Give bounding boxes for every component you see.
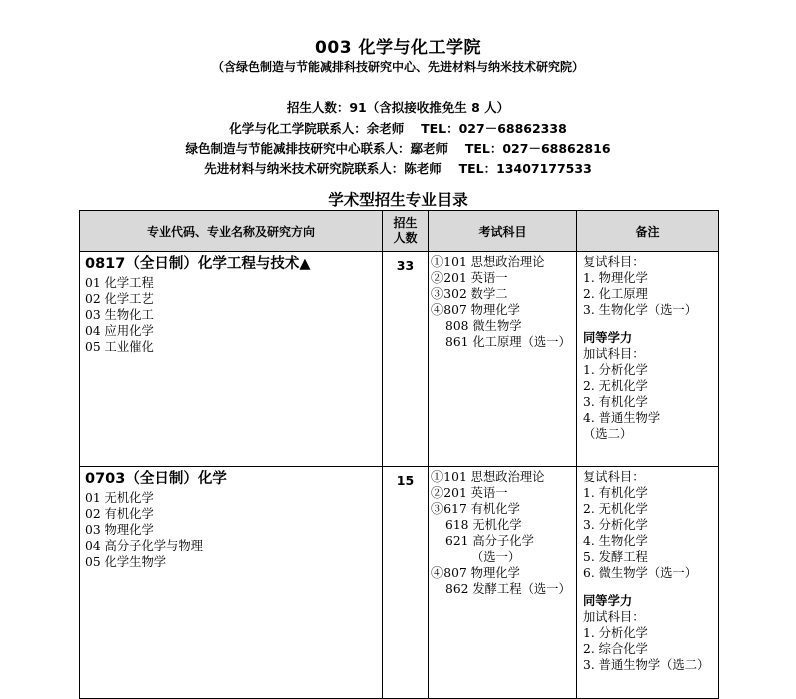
research-direction: 05 工业催化 [85, 340, 154, 354]
table-header-row [80, 211, 719, 252]
exam-subject: ④807 物理化学 [431, 303, 520, 317]
retest-subject: 1. 物理化学 [583, 271, 648, 285]
header-count [383, 211, 429, 252]
exam-subject: ①101 思想政治理论 [431, 255, 545, 269]
equivalent-title: 同等学力 [583, 331, 633, 345]
note-cell [577, 252, 719, 467]
exam-subject: 621 高分子化学 [445, 534, 534, 548]
major-cell [80, 467, 383, 699]
page-subtitle: （含绿色制造与节能减排科技研究中心、先进材料与纳米技术研究院） [211, 60, 584, 74]
extra-test-title: 加试科目： [583, 610, 645, 624]
table-row [80, 467, 719, 699]
exam-subject: 618 无机化学 [445, 518, 522, 532]
extra-test-subject: 1. 分析化学 [583, 363, 648, 377]
exam-subject: （选一） [471, 550, 521, 564]
research-direction: 04 高分子化学与物理 [85, 539, 203, 553]
research-direction: 03 生物化工 [85, 308, 154, 322]
major-name: 0703（全日制）化学 [85, 471, 227, 487]
research-direction: 01 无机化学 [85, 491, 154, 505]
header-major: 专业代码、专业名称及研究方向 [80, 211, 383, 252]
exam-subject: ④807 物理化学 [431, 566, 520, 580]
exam-cell [429, 252, 577, 467]
note-cell [577, 467, 719, 699]
extra-test-subject: 3. 有机化学 [583, 395, 648, 409]
major-name: 0817（全日制）化学工程与技术▲ [85, 256, 311, 272]
retest-subject: 3. 分析化学 [583, 518, 648, 532]
exam-subject: 808 微生物学 [445, 319, 522, 333]
retest-title: 复试科目： [583, 255, 645, 269]
extra-test-subject: 2. 无机化学 [583, 379, 648, 393]
research-direction: 05 化学生物学 [85, 555, 167, 569]
contact-line-college: 化学与化工学院联系人：余老师 TEL：027－68862338 [229, 121, 567, 136]
research-direction: 02 化学工艺 [85, 292, 154, 306]
exam-subject: ③302 数学二 [431, 287, 508, 301]
research-direction: 01 化学工程 [85, 276, 154, 290]
retest-subject: 2. 化工原理 [583, 287, 648, 301]
equivalent-title: 同等学力 [583, 594, 633, 608]
contact-line-materials-institute: 先进材料与纳米技术研究院联系人：陈老师 TEL：13407177533 [204, 161, 592, 176]
retest-subject: 3. 生物化学（选一） [583, 303, 698, 317]
exam-subject: ①101 思想政治理论 [431, 470, 545, 484]
header-exam: 考试科目 [429, 211, 577, 252]
enrollment-cell: 33 [383, 252, 429, 467]
exam-subject: ②201 英语一 [431, 271, 508, 285]
header-count-line2: 人数 [393, 231, 418, 245]
research-direction: 02 有机化学 [85, 507, 154, 521]
retest-title: 复试科目： [583, 470, 645, 484]
research-direction: 03 物理化学 [85, 523, 154, 537]
major-cell [80, 252, 383, 467]
retest-subject: 5. 发酵工程 [583, 550, 648, 564]
section-title: 学术型招生专业目录 [328, 191, 468, 209]
extra-test-subject: 4. 普通生物学 [583, 411, 661, 425]
page-title: 003 化学与化工学院 [315, 38, 481, 58]
research-direction: 04 应用化学 [85, 324, 154, 338]
retest-subject: 2. 无机化学 [583, 502, 648, 516]
header-count-line1: 招生 [393, 216, 418, 230]
enrollment-cell: 15 [383, 467, 429, 699]
program-table [79, 210, 719, 699]
extra-test-subject: 2. 综合化学 [583, 642, 648, 656]
extra-test-subject: （选二） [583, 427, 633, 441]
extra-test-title: 加试科目： [583, 347, 645, 361]
exam-subject: 861 化工原理（选一） [445, 335, 571, 349]
exam-subject: ②201 英语一 [431, 486, 508, 500]
exam-subject: ③617 有机化学 [431, 502, 520, 516]
header-note: 备注 [577, 211, 719, 252]
retest-subject: 6. 微生物学（选一） [583, 566, 698, 580]
contact-line-green-center: 绿色制造与节能减排技研究中心联系人：鄢老师 TEL：027－68862816 [185, 141, 611, 156]
extra-test-subject: 3. 普通生物学（选二） [583, 658, 710, 672]
exam-subject: 862 发酵工程（选一） [445, 582, 571, 596]
extra-test-subject: 1. 分析化学 [583, 626, 648, 640]
exam-cell [429, 467, 577, 699]
enrollment-count: 招生人数：91（含拟接收推免生 8 人） [286, 100, 510, 115]
retest-subject: 1. 有机化学 [583, 486, 648, 500]
retest-subject: 4. 生物化学 [583, 534, 648, 548]
table-row [80, 252, 719, 467]
